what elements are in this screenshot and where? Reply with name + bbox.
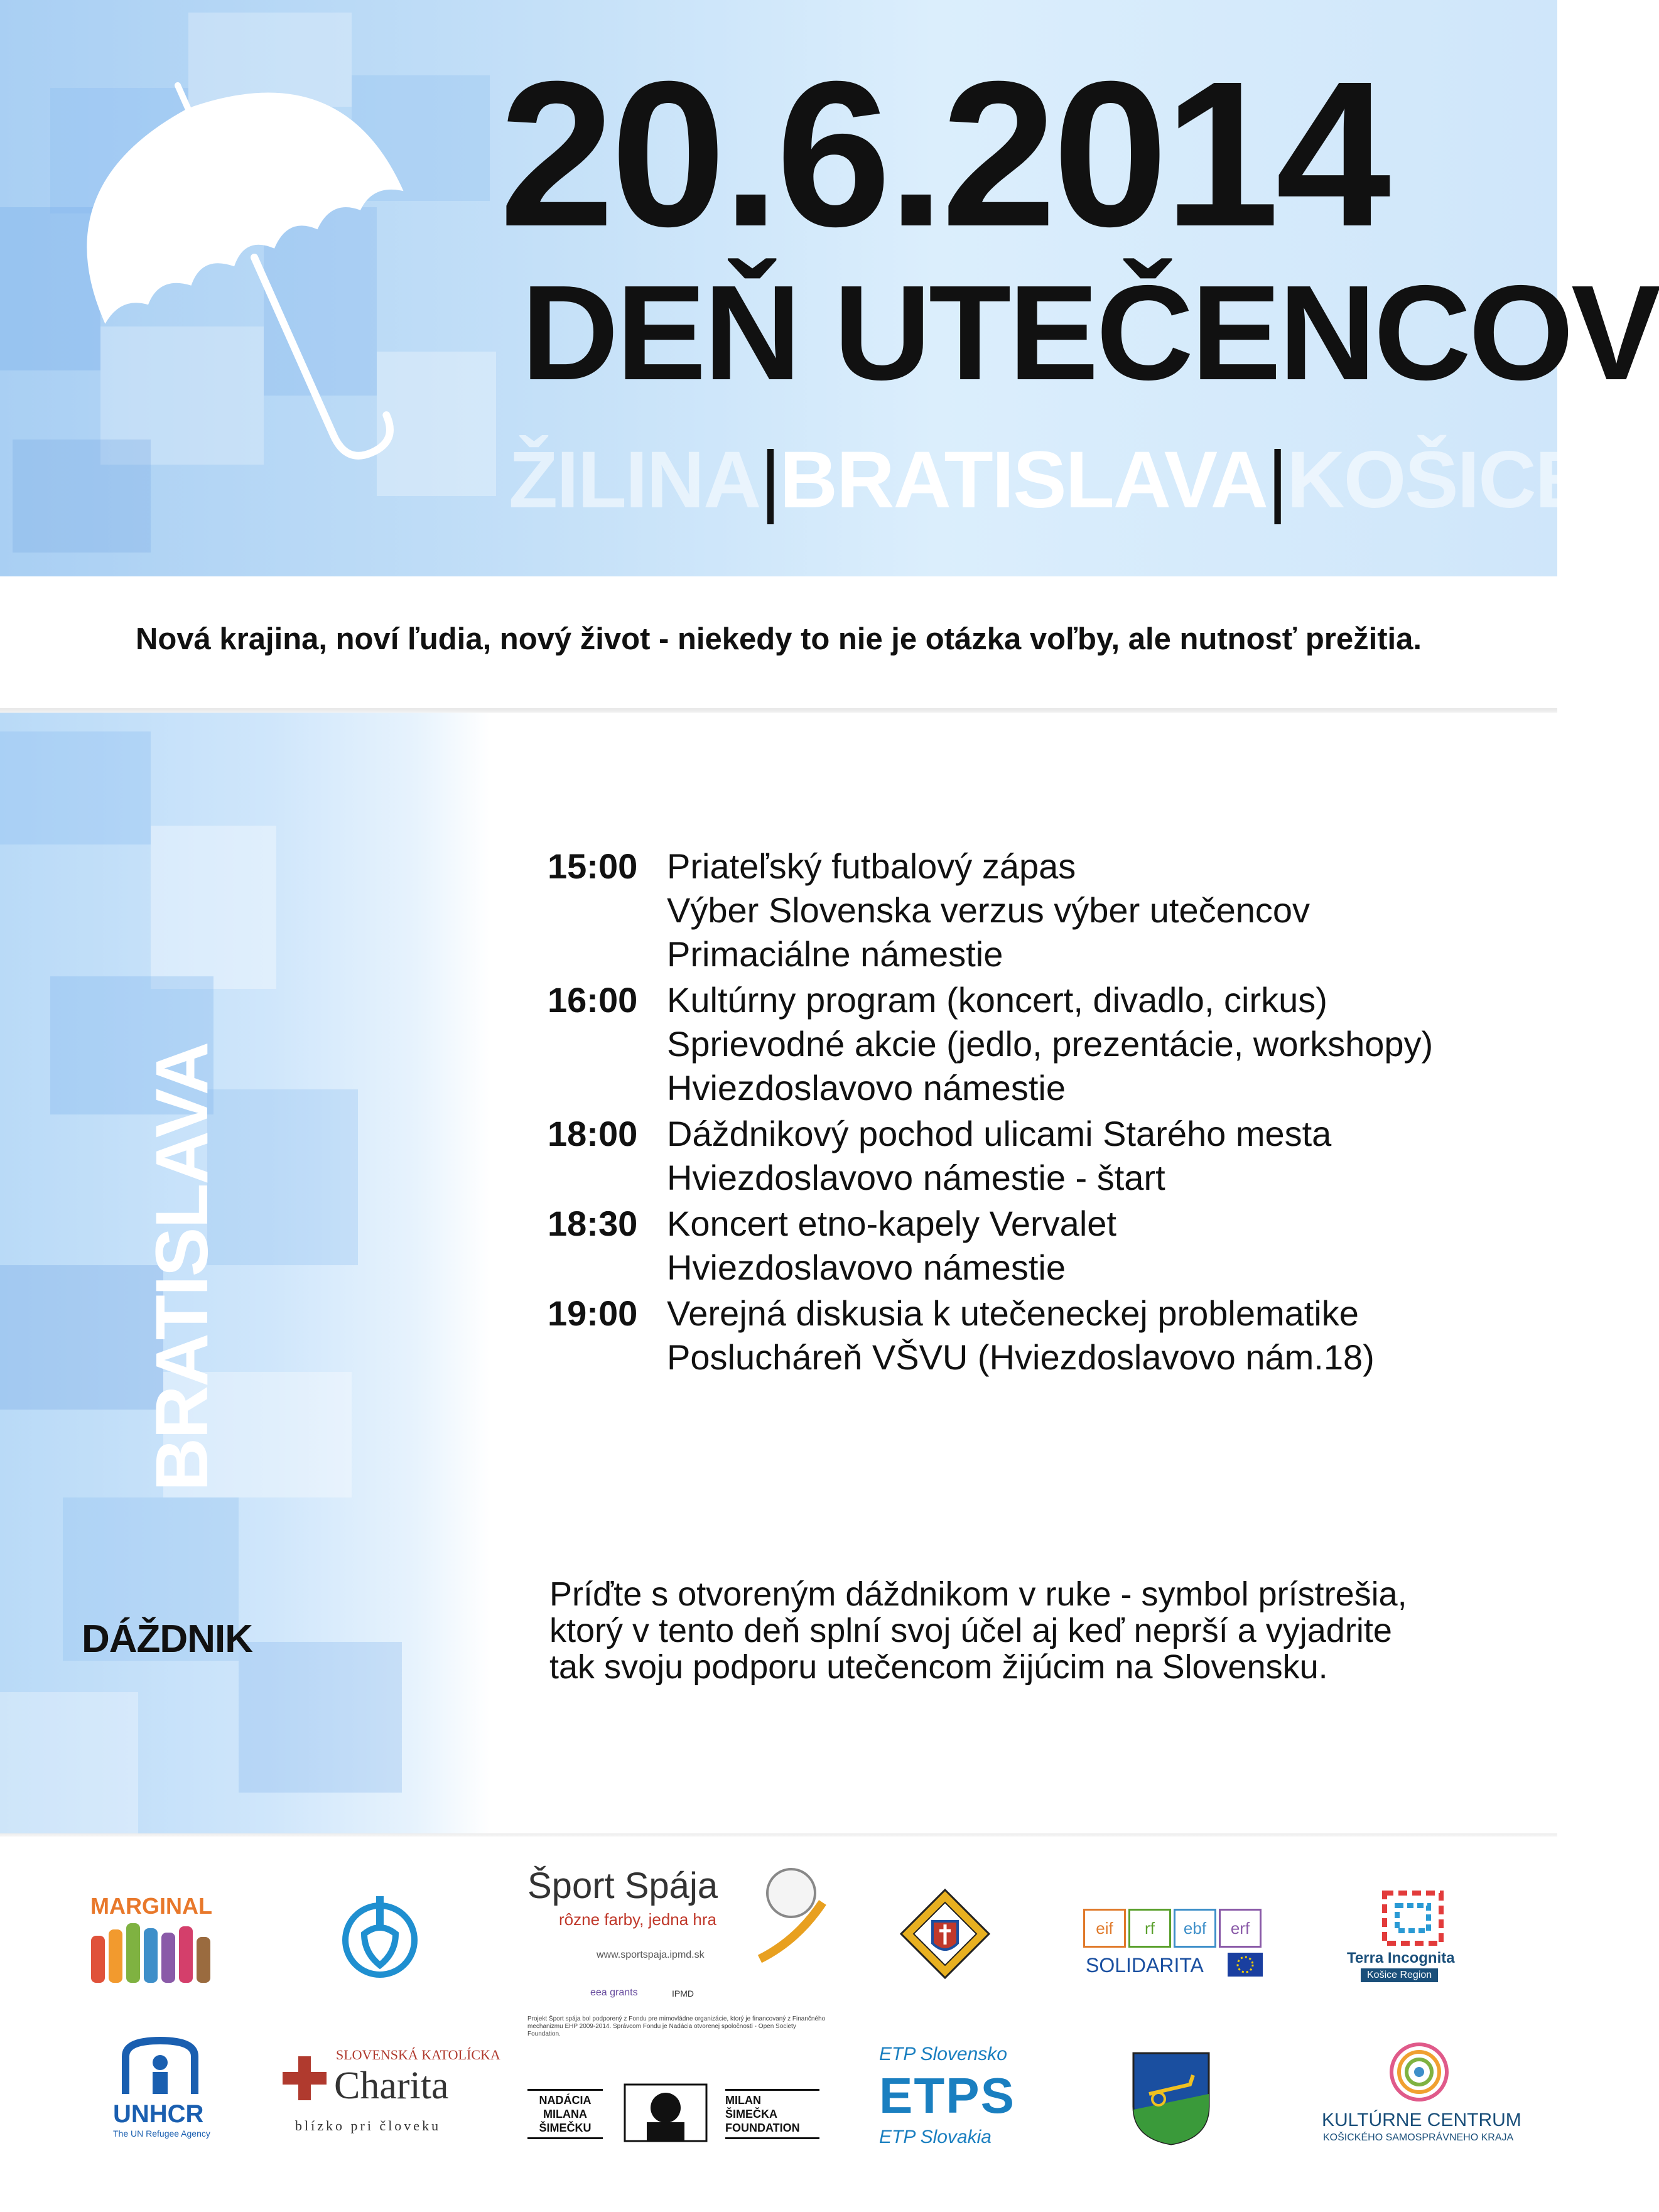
schedule xyxy=(548,844,1527,1381)
nadacia-line: FOUNDATION xyxy=(725,2122,800,2134)
header-banner xyxy=(0,0,1659,576)
nadacia-line: MILAN xyxy=(725,2094,761,2107)
logo-marginal-text: MARGINAL xyxy=(90,1893,212,1919)
logo-solidarita xyxy=(1083,1896,1265,1984)
tagline: Nová krajina, noví ľudia, nový život - niekedy to nie je otázka voľby, ale nutnosť prežitia. xyxy=(135,622,1422,656)
schedule-line: Výber Slovenska verzus výber utečencov xyxy=(667,890,1310,930)
unhcr-icon xyxy=(113,2037,207,2097)
schedule-time: 16:00 xyxy=(548,980,638,1020)
logo-marginal xyxy=(88,1893,232,1987)
nadacia-right-text xyxy=(725,2089,819,2139)
city-zilina: ŽILINA xyxy=(509,435,760,525)
umbrella-text-line: ktorý v tento deň splní svoj účel aj keď neprší a vyjadrite xyxy=(549,1612,1392,1649)
vertical-city-label: BRATISLAVA xyxy=(141,1042,224,1492)
kc-subtitle: KOŠICKÉHO SAMOSPRÁVNEHO KRAJA xyxy=(1323,2132,1514,2143)
schedule-time: 19:00 xyxy=(548,1293,638,1333)
terra-incognita-icon xyxy=(1381,1890,1444,1946)
nadacia-left-text xyxy=(527,2089,603,2139)
eea-grants-text: eea grants xyxy=(590,1987,638,1998)
schedule-line: Dáždnikový pochod ulicami Starého mesta xyxy=(667,1114,1332,1153)
city-kosice: KOŠICE xyxy=(1287,435,1587,525)
logo-eea-grants xyxy=(590,1981,779,2012)
nadacia-line: MILANA xyxy=(543,2108,587,2120)
diakonia-icon xyxy=(339,1893,421,1981)
schedule-line: Hviezdoslavovo námestie xyxy=(667,1068,1066,1108)
city-line xyxy=(509,436,1587,524)
sport-spaja-title: Šport Spája xyxy=(527,1865,718,1906)
partner-logos xyxy=(0,1837,1557,2212)
logo-etp xyxy=(879,2044,1030,2150)
nadacia-line: NADÁCIA xyxy=(539,2094,592,2107)
city-separator: | xyxy=(760,435,780,525)
unhcr-text: UNHCR xyxy=(113,2100,204,2128)
charita-subtitle: blízko pri človeku xyxy=(295,2118,441,2134)
schedule-time: 15:00 xyxy=(548,846,638,886)
handshake-ball-icon xyxy=(754,1865,829,1959)
charita-top-text: SLOVENSKÁ KATOLÍCKA xyxy=(336,2047,500,2063)
solidarita-text: SOLIDARITA xyxy=(1086,1954,1204,1977)
umbrella-text-line: tak svoju podporu utečencom žijúcim na Slovensku. xyxy=(549,1648,1328,1686)
umbrella-heading: DÁŽDNIK xyxy=(82,1617,252,1661)
ipmd-text: IPMD xyxy=(672,1988,694,1999)
event-date: 20.6.2014 xyxy=(499,38,1388,269)
umbrella-description xyxy=(549,1576,1529,1685)
etp-top-text: ETP Slovensko xyxy=(879,2044,1007,2064)
schedule-slot xyxy=(548,1202,1527,1290)
decor-tile xyxy=(151,826,276,989)
schedule-slot xyxy=(548,1112,1527,1200)
logo-terra-incognita xyxy=(1347,1890,1485,1984)
charita-cross-icon xyxy=(283,2056,327,2100)
kc-spiral-icon xyxy=(1388,2041,1451,2103)
simecka-portrait-icon xyxy=(622,2081,710,2144)
decor-tile xyxy=(0,1265,163,1410)
schedule-line: Sprievodné akcie (jedlo, prezentácie, workshopy) xyxy=(667,1024,1434,1064)
solidarita-houses xyxy=(1083,1896,1265,1946)
decor-tile xyxy=(0,731,151,844)
schedule-time: 18:00 xyxy=(548,1114,638,1153)
schedule-slot xyxy=(548,844,1527,976)
umbrella-icon xyxy=(66,69,455,521)
etp-mark: ETPS xyxy=(879,2068,1015,2123)
etp-bottom-text: ETP Slovakia xyxy=(879,2127,992,2147)
decor-tile xyxy=(0,1692,138,1837)
umbrella-text-line: Príďte s otvoreným dáždnikom v ruke - symbol prístrešia, xyxy=(549,1575,1407,1613)
schedule-line: Priateľský futbalový zápas xyxy=(667,846,1076,886)
logo-unhcr xyxy=(107,2037,213,2144)
schedule-details xyxy=(667,978,1527,1110)
decor-tile xyxy=(207,1089,358,1265)
terra-incognita-title: Terra Incognita xyxy=(1347,1950,1455,1967)
house-ebf: ebf xyxy=(1174,1909,1216,1948)
sport-spaja-funding-note: Projekt Šport spája bol podporený z Fondu pre mimovládne organizácie, ktorý je financovaný z Finančného mechanizmu EHP 2009-2014. Správcom Fondu je Nadácia otvorenej spoločnosti - Open Society Foundation. xyxy=(527,2015,826,2037)
sport-spaja-subtitle: rôzne farby, jedna hra xyxy=(559,1910,716,1929)
schedule-details xyxy=(667,844,1527,976)
unhcr-subtitle: The UN Refugee Agency xyxy=(113,2128,210,2139)
logo-nadacia-simecku xyxy=(527,2081,823,2150)
village-shield-icon xyxy=(1130,2050,1212,2147)
house-eif: eif xyxy=(1083,1909,1126,1948)
program-section xyxy=(0,713,1557,1837)
city-separator: | xyxy=(1267,435,1287,525)
schedule-line: Koncert etno-kapely Vervalet xyxy=(667,1204,1116,1243)
coat-of-arms-icon xyxy=(898,1887,992,1981)
hands-icon xyxy=(88,1923,226,1986)
terra-incognita-subtitle: Košice Region xyxy=(1361,1968,1438,1982)
decor-tile xyxy=(239,1642,402,1793)
schedule-line: Kultúrny program (koncert, divadlo, cirkus) xyxy=(667,980,1327,1020)
schedule-details xyxy=(667,1292,1527,1379)
schedule-line: Verejná diskusia k utečeneckej problematike xyxy=(667,1293,1359,1333)
charita-name: Charita xyxy=(334,2064,449,2107)
nadacia-line: ŠIMEČKU xyxy=(539,2122,592,2134)
logo-kulturne-centrum xyxy=(1316,2041,1529,2147)
schedule-details xyxy=(667,1112,1527,1200)
schedule-slot xyxy=(548,978,1527,1110)
logo-charita xyxy=(283,2044,500,2144)
house-erf: erf xyxy=(1219,1909,1262,1948)
schedule-slot xyxy=(548,1292,1527,1379)
schedule-line: Hviezdoslavovo námestie xyxy=(667,1248,1066,1287)
sport-spaja-url: www.sportspaja.ipmd.sk xyxy=(597,1950,705,1960)
logo-sport-spaja xyxy=(527,1865,829,1972)
nadacia-line: ŠIMEČKA xyxy=(725,2108,778,2120)
schedule-time: 18:30 xyxy=(548,1204,638,1243)
eu-flag-icon xyxy=(1228,1953,1263,1977)
event-title: DEŇ UTEČENCOV xyxy=(521,257,1659,408)
kc-title: KULTÚRNE CENTRUM xyxy=(1322,2110,1521,2130)
schedule-line: Hviezdoslavovo námestie - štart xyxy=(667,1158,1165,1197)
schedule-line: Poslucháreň VŠVU (Hviezdoslavovo nám.18) xyxy=(667,1337,1375,1377)
city-bratislava: BRATISLAVA xyxy=(779,435,1267,525)
house-rf: rf xyxy=(1128,1909,1171,1948)
schedule-line: Primaciálne námestie xyxy=(667,934,1003,974)
schedule-details xyxy=(667,1202,1527,1290)
left-decor-strip xyxy=(0,713,490,1837)
